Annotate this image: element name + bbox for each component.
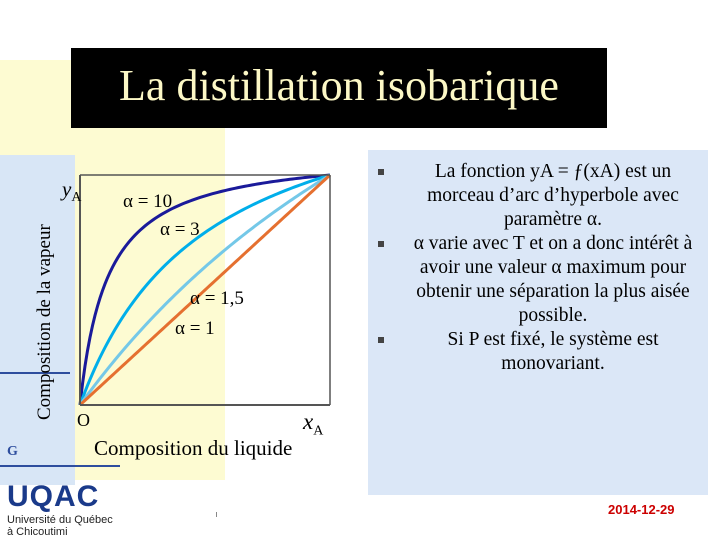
uqac-logo [7,480,113,538]
alpha-1-5-label: α = 1,5 [190,288,244,309]
square-bullet-icon [378,169,384,175]
logo-line-1: Université du Québec [7,514,113,526]
logo-line-2: à Chicoutimi [7,526,68,538]
slide-title: La distillation isobarique [119,61,559,110]
square-bullet-icon [378,241,384,247]
alpha-1-label: α = 1 [175,318,215,339]
x-axis-symbol: $x_A$ [303,409,324,439]
x-axis-label: Composition du liquide [94,436,293,460]
divider-line [0,465,120,467]
alpha-3-label: α = 3 [160,219,200,240]
bullet-item: La fonction yA = ƒ(xA) est un morceau d’arc d’hyperbole avec paramètre α. [378,160,703,232]
page-marker [216,512,217,517]
bullet-item: Si P est fixé, le système est monovariant. [378,328,703,376]
origin-label: O [77,410,90,430]
y-axis-symbol: $y_A$ [62,177,82,206]
title-banner [71,48,607,128]
bullet-list [378,160,703,376]
bullet-item: α varie avec T et on a donc intérêt à avoir une valeur α maximum pour obtenir une séparation la plus aisée possible. [378,232,703,328]
alpha-10-label: α = 10 [123,191,173,212]
logo-wordmark: UQAC [7,480,100,513]
square-bullet-icon [378,337,384,343]
slide-date: 2014-12-29 [608,502,675,517]
corner-letter: G [7,444,18,459]
y-axis-label: Composition de la vapeur [34,224,55,420]
